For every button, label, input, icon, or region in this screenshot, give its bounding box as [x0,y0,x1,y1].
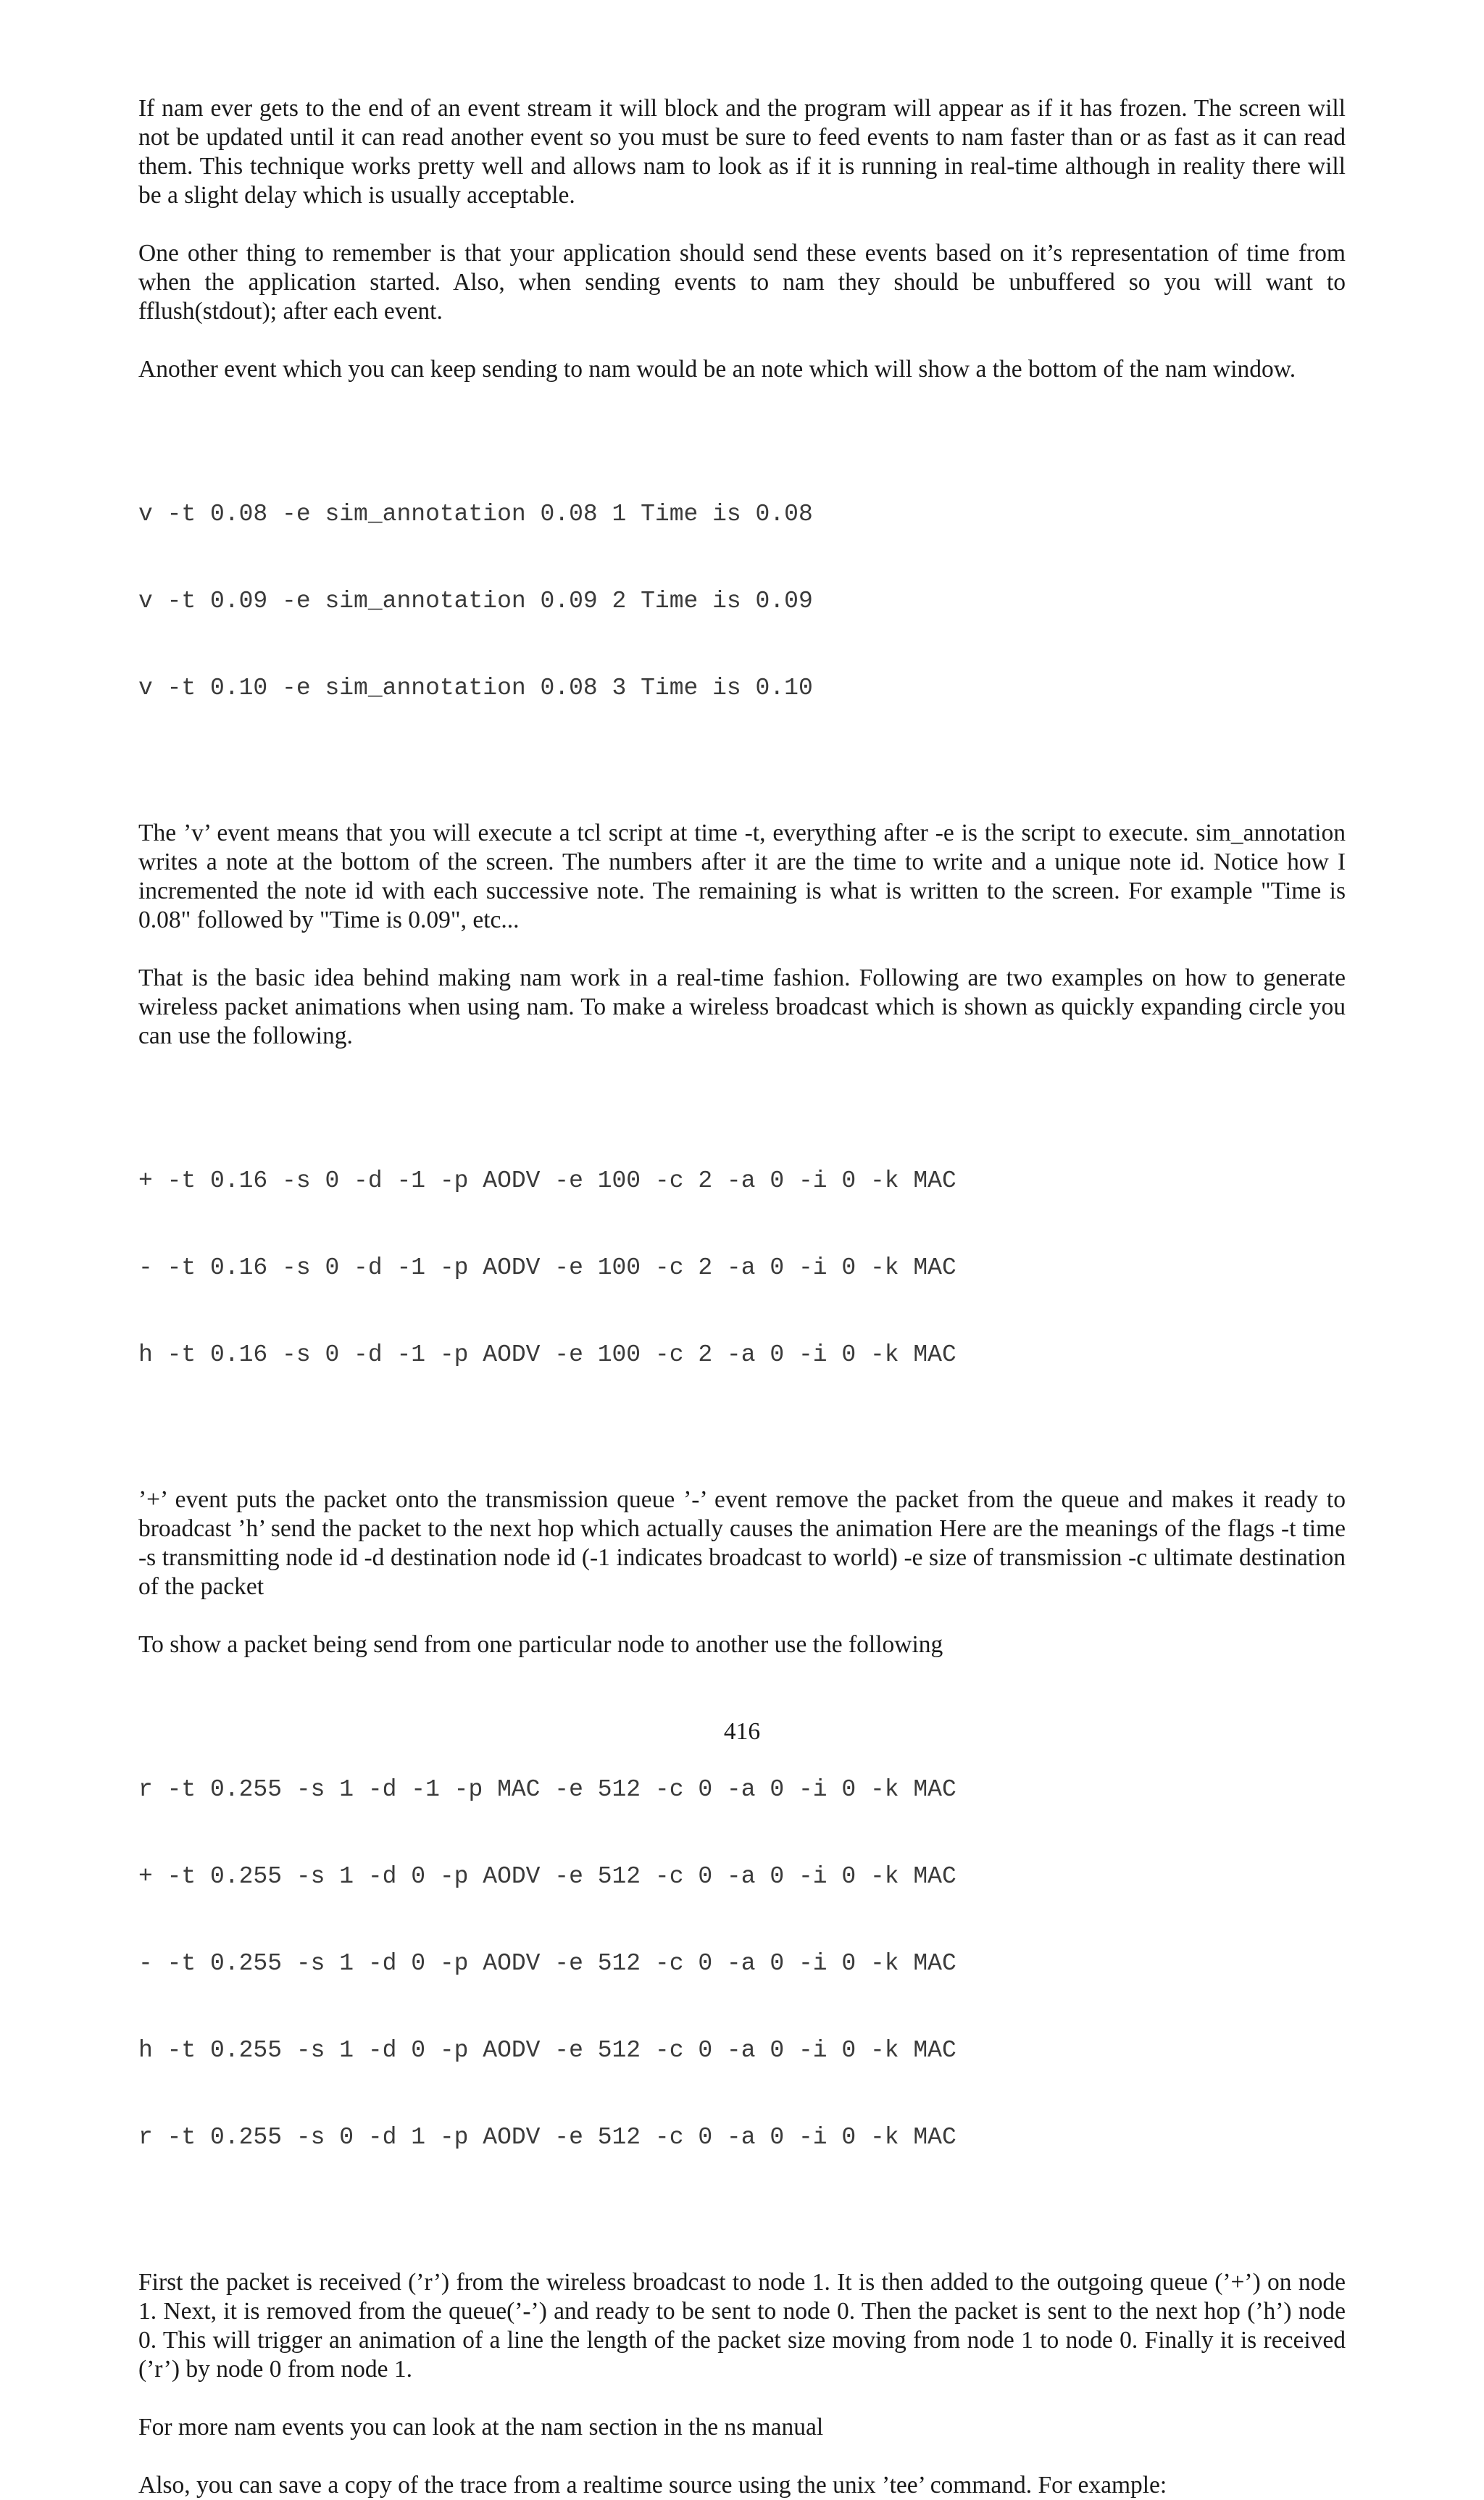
paragraph-note-event: Another event which you can keep sending to nam would be an note which will show a the bottom of the nam window. [138,356,1296,383]
page-number: 416 [723,1718,761,1745]
code-line: r -t 0.255 -s 1 -d -1 -p MAC -e 512 -c 0 -a 0 -i 0 -k MAC [138,1776,956,1803]
paragraph-v-event: The ’v’ event means that you will execute a tcl script at time -t, everything after -e is the script to execute. sim_annotation writes a note at the bottom of the screen. The numbers after it are the time to write and a unique note id. Notice how I incremented the note id with each successive note. The remaining is what is written to the screen. For example "Time is 0.08" followed by "Time is 0.09", etc... [138,820,1346,933]
code-line: v -t 0.08 -e sim_annotation 0.08 1 Time is 0.08 [138,501,813,528]
code-line: - -t 0.16 -s 0 -d -1 -p AODV -e 100 -c 2 -a 0 -i 0 -k MAC [138,1254,956,1281]
paragraph-more-events: For more nam events you can look at the nam section in the ns manual [138,2414,824,2441]
code-line: + -t 0.16 -s 0 -d -1 -p AODV -e 100 -c 2 -a 0 -i 0 -k MAC [138,1167,956,1194]
code-line: h -t 0.16 -s 0 -d -1 -p AODV -e 100 -c 2 -a 0 -i 0 -k MAC [138,1341,956,1368]
code-line: r -t 0.255 -s 0 -d 1 -p AODV -e 512 -c 0 -a 0 -i 0 -k MAC [138,2124,956,2151]
code-block-broadcast [138,1109,1346,1428]
paragraph-node-to-node: To show a packet being send from one particular node to another use the following [138,1631,943,1658]
paragraph-nam-blocking: If nam ever gets to the end of an event stream it will block and the program will appear as if it has frozen. The screen will not be updated until it can read another event so you must be sure to feed events to nam faster than or as fast as it can read them. This technique works pretty well and allows nam to look as if it is running in real-time although in reality there will be a slight delay which is usually acceptable. [138,95,1346,209]
code-line: + -t 0.255 -s 1 -d 0 -p AODV -e 512 -c 0 -a 0 -i 0 -k MAC [138,1863,956,1890]
paragraph-packet-walkthrough: First the packet is received (’r’) from the wireless broadcast to node 1. It is then added to the outgoing queue (’+’) on node 1. Next, it is removed from the queue(’-’) and ready to be sent to node 0. Then the packet is sent to the next hop (’h’) node 0. This will trigger an animation of a line the length of the packet size moving from node 1 to node 0. Finally it is received (’r’) by node 0 from node 1. [138,2269,1346,2383]
document-page [138,94,1346,2500]
code-line: v -t 0.10 -e sim_annotation 0.08 3 Time is 0.10 [138,675,813,701]
code-line: h -t 0.255 -s 1 -d 0 -p AODV -e 512 -c 0 -a 0 -i 0 -k MAC [138,2037,956,2064]
paragraph-tee-command: Also, you can save a copy of the trace from a realtime source using the unix ’tee’ command. For example: [138,2472,1167,2499]
paragraph-realtime-intro: That is the basic idea behind making nam work in a real-time fashion. Following are two examples on how to generate wireless packet animations when using nam. To make a wireless broadcast which is shown as quickly expanding circle you can use the following. [138,964,1346,1049]
code-line: v -t 0.09 -e sim_annotation 0.09 2 Time is 0.09 [138,588,813,614]
code-line: - -t 0.255 -s 1 -d 0 -p AODV -e 512 -c 0 -a 0 -i 0 -k MAC [138,1950,956,1977]
paragraph-flag-meanings: ’+’ event puts the packet onto the transmission queue ’-’ event remove the packet from the queue and makes it ready to broadcast ’h’ send the packet to the next hop which actually causes the animation Here are the meanings of the flags -t time -s transmitting node id -d destination node id (-1 indicates broadcast to world) -e size of transmission -c ultimate destination of the packet [138,1486,1346,1600]
paragraph-event-timing: One other thing to remember is that your application should send these events based on it’s representation of time from when the application started. Also, when sending events to nam they should be unbuffered so you will want to fflush(stdout); after each event. [138,240,1346,325]
code-block-unicast [138,1717,1346,2210]
code-block-annotations [138,442,1346,761]
